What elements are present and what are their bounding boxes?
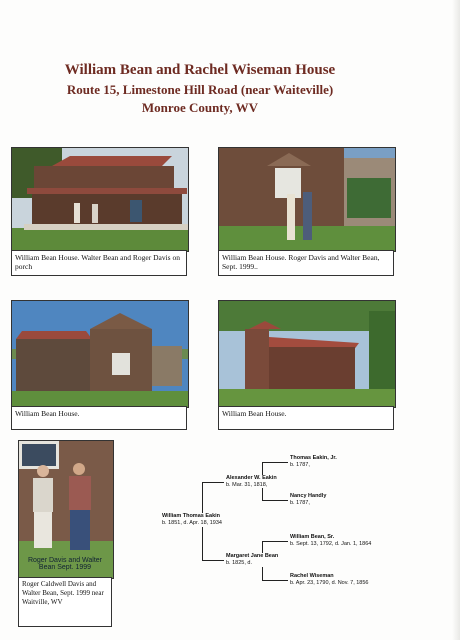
photo-caption: William Bean House. — [11, 406, 187, 430]
photo-house-side — [11, 300, 189, 408]
connector-line — [202, 482, 224, 483]
connector-line — [262, 462, 288, 463]
person-mother: Margaret Jane Bean b. 1825, d. — [226, 553, 279, 567]
page-title: William Bean and Rachel Wiseman House — [64, 62, 336, 78]
connector-line — [262, 462, 263, 475]
connector-line — [202, 482, 203, 513]
photo-caption: William Bean House. — [218, 406, 394, 430]
photo-overlay-text: Roger Davis and Walter Bean Sept. 1999 — [27, 557, 103, 571]
connector-line — [262, 541, 263, 553]
photo-house-corner — [218, 300, 396, 408]
connector-line — [262, 488, 263, 500]
connector-line — [262, 567, 263, 580]
address-line: Route 15, Limestone Hill Road (near Waiteville) — [66, 82, 334, 97]
person-maternal-grandmother: Rachel Wiseman b. Apr. 23, 1790, d. Nov. 7, 1856 — [290, 573, 369, 587]
connector-line — [202, 527, 203, 560]
connector-line — [262, 500, 288, 501]
person-father: Alexander W. Eakin b. Mar. 31, 1818, — [226, 475, 277, 489]
person-subject: William Thomas Eakin b. 1851, d. Apr. 18, 1934 — [162, 513, 222, 527]
connector-line — [262, 580, 288, 581]
photo-caption: William Bean House. Walter Bean and Roger Davis on porch — [11, 250, 187, 276]
person-paternal-grandmother: Nancy Handly b. 1787, — [290, 493, 327, 507]
photo-caption: Roger Caldwell Davis and Walter Bean, Sept. 1999 near Waitville, WV — [18, 577, 112, 627]
person-maternal-grandfather: William Bean, Sr. b. Sept. 13, 1792, d. Jan. 1, 1864 — [290, 534, 372, 548]
connector-line — [202, 560, 224, 561]
person-paternal-grandfather: Thomas Eakin, Jr. b. 1787, — [290, 455, 337, 469]
page-edge-shadow — [452, 0, 460, 640]
photo-house-front — [218, 147, 396, 252]
photo-house-porch — [11, 147, 189, 252]
connector-line — [262, 541, 288, 542]
county-line: Monroe County, WV — [141, 100, 259, 115]
photo-caption: William Bean House. Roger Davis and Walter Bean, Sept. 1999.. — [218, 250, 394, 276]
